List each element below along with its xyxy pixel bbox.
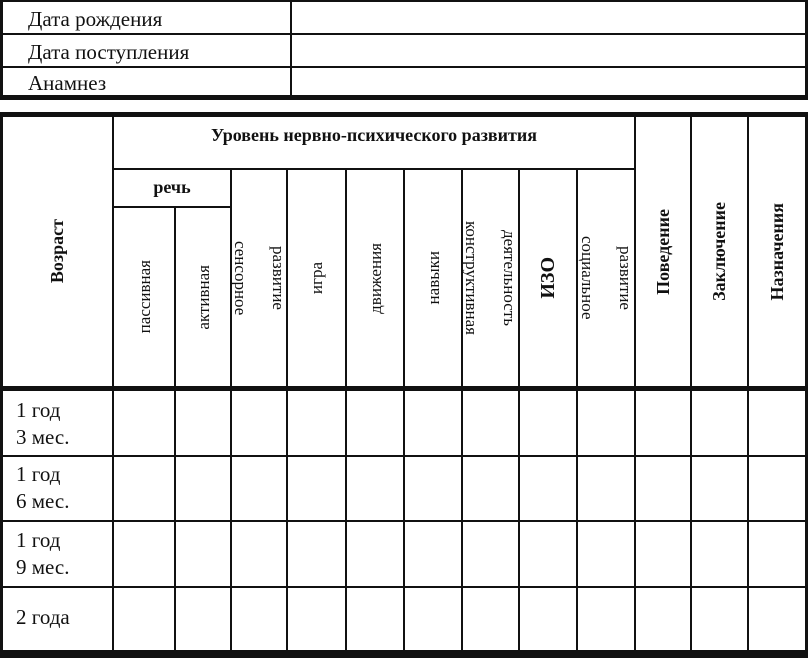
table-cell[interactable] bbox=[347, 588, 403, 650]
age-row-label: 1 год 6 мес. bbox=[16, 462, 70, 513]
table-cell[interactable] bbox=[405, 391, 461, 455]
anamnesis-field[interactable] bbox=[294, 72, 802, 91]
constructive-activity-label: конструктивная деятельность bbox=[462, 220, 519, 335]
prescriptions-label: Назначения bbox=[766, 202, 787, 301]
anamnesis-label: Анамнез bbox=[28, 71, 107, 95]
table-cell[interactable] bbox=[692, 522, 747, 586]
table-cell[interactable] bbox=[176, 588, 230, 650]
active-speech-label: активная bbox=[193, 264, 213, 330]
table-cell[interactable] bbox=[176, 391, 230, 455]
birth-date-label: Дата рождения bbox=[28, 7, 163, 31]
admission-date-row bbox=[0, 35, 808, 66]
table-cell[interactable] bbox=[288, 457, 345, 520]
table-cell[interactable] bbox=[749, 457, 803, 520]
table-cell[interactable] bbox=[463, 457, 518, 520]
table-cell[interactable] bbox=[692, 588, 747, 650]
table-cell[interactable] bbox=[520, 522, 576, 586]
conclusion-header bbox=[692, 117, 747, 386]
conclusion-label: Заключение bbox=[709, 202, 729, 301]
active-speech-header bbox=[176, 208, 230, 386]
table-cell[interactable] bbox=[405, 522, 461, 586]
art-label: ИЗО bbox=[536, 257, 559, 299]
table-cell[interactable] bbox=[288, 522, 345, 586]
table-cell[interactable] bbox=[578, 522, 634, 586]
anamnesis-row bbox=[0, 68, 808, 95]
development-table bbox=[0, 112, 808, 658]
table-cell[interactable] bbox=[232, 457, 286, 520]
table-cell[interactable] bbox=[347, 391, 403, 455]
table-cell[interactable] bbox=[692, 457, 747, 520]
age-row-label: 1 год 3 мес. bbox=[16, 398, 70, 449]
social-development-header bbox=[578, 170, 634, 386]
sensory-development-header bbox=[232, 170, 286, 386]
patient-info-table bbox=[0, 0, 808, 100]
table-cell[interactable] bbox=[463, 522, 518, 586]
age-row-label: 1 год 9 мес. bbox=[16, 528, 70, 579]
table-cell[interactable] bbox=[749, 588, 803, 650]
table-cell[interactable] bbox=[749, 391, 803, 455]
table-cell[interactable] bbox=[176, 457, 230, 520]
prescriptions-header bbox=[749, 117, 805, 386]
age-header-label: Возраст bbox=[47, 219, 67, 284]
birth-date-field[interactable] bbox=[294, 6, 802, 29]
table-cell[interactable] bbox=[114, 522, 174, 586]
table-cell[interactable] bbox=[636, 588, 690, 650]
table-cell[interactable] bbox=[176, 522, 230, 586]
table-cell[interactable] bbox=[232, 391, 286, 455]
admission-date-field[interactable] bbox=[294, 39, 802, 62]
table-cell[interactable] bbox=[749, 522, 803, 586]
table-cell[interactable] bbox=[347, 457, 403, 520]
age-header bbox=[3, 117, 112, 386]
art-header bbox=[520, 170, 576, 386]
passive-speech-label: пассивная bbox=[134, 260, 154, 334]
table-cell[interactable] bbox=[232, 588, 286, 650]
play-header bbox=[288, 170, 345, 386]
table-cell[interactable] bbox=[405, 457, 461, 520]
table-cell[interactable] bbox=[232, 522, 286, 586]
speech-header: речь bbox=[153, 177, 191, 197]
table-cell[interactable] bbox=[692, 391, 747, 455]
behavior-header bbox=[636, 117, 690, 386]
table-cell[interactable] bbox=[463, 588, 518, 650]
skills-label: навыки bbox=[423, 251, 443, 305]
table-cell[interactable] bbox=[578, 588, 634, 650]
table-cell[interactable] bbox=[114, 457, 174, 520]
sensory-development-label: сенсорное развитие bbox=[230, 240, 288, 316]
table-cell[interactable] bbox=[636, 522, 690, 586]
table-cell[interactable] bbox=[520, 391, 576, 455]
social-development-label: социальное развитие bbox=[577, 236, 635, 320]
movements-label: движения bbox=[365, 242, 385, 314]
table-cell[interactable] bbox=[636, 391, 690, 455]
movements-header bbox=[347, 170, 403, 386]
skills-header bbox=[405, 170, 461, 386]
table-cell[interactable] bbox=[520, 588, 576, 650]
table-cell[interactable] bbox=[347, 522, 403, 586]
table-cell[interactable] bbox=[636, 457, 690, 520]
passive-speech-header bbox=[114, 208, 174, 386]
table-cell[interactable] bbox=[288, 588, 345, 650]
birth-date-row bbox=[0, 2, 808, 33]
age-row-label: 2 года bbox=[16, 605, 70, 629]
table-cell[interactable] bbox=[114, 588, 174, 650]
play-label: игра bbox=[307, 261, 326, 295]
table-cell[interactable] bbox=[463, 391, 518, 455]
table-cell[interactable] bbox=[288, 391, 345, 455]
table-cell[interactable] bbox=[578, 391, 634, 455]
table-cell[interactable] bbox=[520, 457, 576, 520]
admission-date-label: Дата поступления bbox=[28, 40, 190, 64]
table-cell[interactable] bbox=[578, 457, 634, 520]
table-cell[interactable] bbox=[114, 391, 174, 455]
behavior-label: Поведение bbox=[652, 208, 673, 295]
table-cell[interactable] bbox=[405, 588, 461, 650]
group-header: Уровень нервно-психического развития bbox=[211, 125, 537, 145]
constructive-activity-header bbox=[463, 170, 518, 386]
